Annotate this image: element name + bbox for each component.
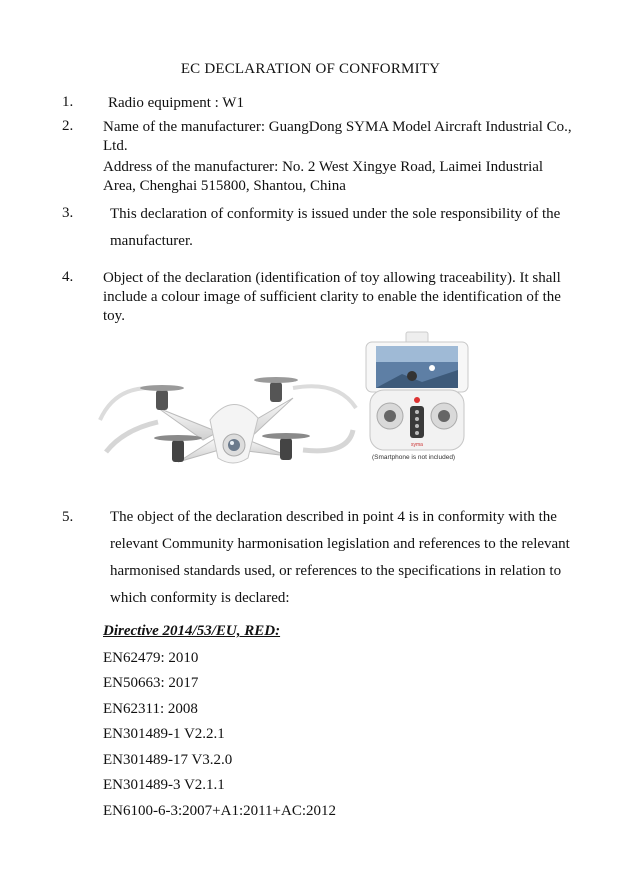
item-3-text: This declaration of conformity is issued under the sole responsibility of the manufacturer. xyxy=(110,206,561,249)
standard-item: EN62479: 2010 xyxy=(103,650,199,666)
standard-item: EN301489-3 V2.1.1 xyxy=(103,777,225,793)
drone-photo xyxy=(98,360,360,470)
item-5-text: The object of the declaration described in point 4 is in conformity with the relevant Community harmonisation legislation and references to the relevant harmonised standards used, or references to the specifications in relation to which conformity is declared: xyxy=(110,509,570,606)
standard-item: EN301489-17 V3.2.0 xyxy=(103,752,233,768)
item-5-number: 5. xyxy=(62,509,74,525)
standard-item: EN50663: 2017 xyxy=(103,675,199,691)
standard-item: EN301489-1 V2.2.1 xyxy=(103,726,225,742)
remote-controller-photo xyxy=(362,330,472,454)
item-4-text: Object of the declaration (identification of toy allowing traceability). It shall include a colour image of sufficient clarity to enable the identification of the toy. xyxy=(103,270,561,324)
figure-caption: (Smartphone is not included) xyxy=(372,454,456,461)
remote-brand-label: syma xyxy=(411,442,423,448)
item-2-number: 2. xyxy=(62,118,74,134)
item-1-text: Radio equipment : W1 xyxy=(108,95,244,111)
item-3-number: 3. xyxy=(62,205,74,221)
item-1-number: 1. xyxy=(62,94,74,110)
standard-item: EN6100-6-3:2007+A1:2011+AC:2012 xyxy=(103,803,337,819)
document-title: EC DECLARATION OF CONFORMITY xyxy=(180,61,441,77)
item-4-number: 4. xyxy=(62,269,74,285)
item-2-text: Name of the manufacturer: GuangDong SYMA Model Aircraft Industrial Co., Ltd. xyxy=(103,119,572,154)
standard-item: EN62311: 2008 xyxy=(103,701,198,717)
item-2-address: Address of the manufacturer: No. 2 West Xingye Road, Laimei Industrial Area, Chenghai 515800, Shantou, China xyxy=(103,159,544,194)
directive-heading: Directive 2014/53/EU, RED: xyxy=(103,623,281,639)
